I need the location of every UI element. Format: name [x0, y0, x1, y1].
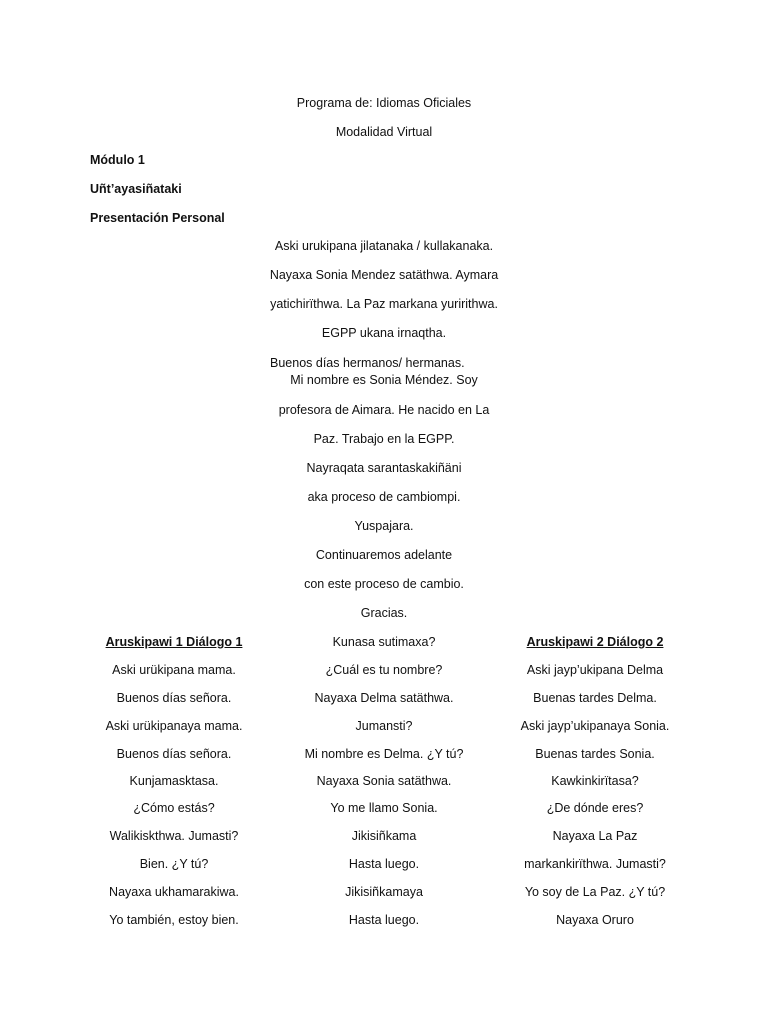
intro-line: Nayraqata sarantaskakiñäni — [306, 461, 462, 475]
dialogue-1-line: Aski urükipanaya mama. — [105, 719, 243, 733]
dialogue-2-line: Aski jayp’ukipana Delma — [526, 663, 664, 677]
intro-line: Aski urukipana jilatanaka / kullakanaka. — [274, 239, 494, 253]
intro-line: EGPP ukana irnaqtha. — [321, 326, 447, 340]
dialogue-1-line: Walikiskthwa. Jumasti? — [109, 829, 239, 843]
dialogue-2-line: Nayaxa La Paz — [552, 829, 638, 843]
dialogue-1-line: Aski urükipana mama. — [112, 663, 236, 677]
aymara-section-title: Uñt’ayasiñataki — [90, 182, 182, 196]
dialogue-mid-line: Yo me llamo Sonia. — [330, 801, 438, 815]
dialogue-2-line: markankirïthwa. Jumasti? — [524, 857, 666, 871]
dialogue-mid-line: Jumansti? — [355, 719, 413, 733]
dialogue-1-title: Aruskipawi 1 Diálogo 1 — [105, 635, 243, 649]
dialogue-mid-line: Nayaxa Delma satäthwa. — [314, 691, 454, 705]
dialogue-1-line: Kunjamasktasa. — [129, 774, 219, 788]
dialogue-1-line: Buenos días señora. — [116, 691, 232, 705]
spanish-section-title: Presentación Personal — [90, 211, 225, 225]
dialogue-2-line: Yo soy de La Paz. ¿Y tú? — [524, 885, 666, 899]
dialogue-mid-line: Kunasa sutimaxa? — [332, 635, 436, 649]
intro-line: yatichirïthwa. La Paz markana yuririthwa. — [270, 297, 498, 311]
dialogue-1-line: Buenos días señora. — [116, 747, 232, 761]
intro-line: Continuaremos adelante — [315, 548, 453, 562]
dialogue-mid-line: Jikisiñkamaya — [345, 885, 423, 899]
dialogue-2-line: Nayaxa Oruro — [556, 913, 634, 927]
program-title: Programa de: Idiomas Oficiales — [296, 96, 472, 110]
dialogue-2-line: Kawkinkirïtasa? — [551, 774, 639, 788]
intro-line: Buenos días hermanos/ hermanas. — [270, 356, 465, 370]
dialogue-1-line: Nayaxa ukhamarakiwa. — [109, 885, 239, 899]
intro-line: aka proceso de cambiompi. — [307, 490, 461, 504]
dialogue-mid-line: Nayaxa Sonia satäthwa. — [316, 774, 452, 788]
intro-line: Nayaxa Sonia Mendez satäthwa. Aymara — [269, 268, 499, 282]
intro-line: Paz. Trabajo en la EGPP. — [313, 432, 455, 446]
dialogue-2-title: Aruskipawi 2 Diálogo 2 — [526, 635, 664, 649]
dialogue-mid-line: Hasta luego. — [348, 857, 420, 871]
dialogue-mid-line: Mi nombre es Delma. ¿Y tú? — [304, 747, 464, 761]
intro-line: Yuspajara. — [354, 519, 414, 533]
intro-line: Mi nombre es Sonia Méndez. Soy — [290, 373, 478, 387]
dialogue-2-line: Buenas tardes Delma. — [533, 691, 657, 705]
intro-line: profesora de Aimara. He nacido en La — [278, 403, 490, 417]
dialogue-2-line: Aski jayp’ukipanaya Sonia. — [520, 719, 670, 733]
dialogue-2-line: Buenas tardes Sonia. — [535, 747, 655, 761]
modality-title: Modalidad Virtual — [335, 125, 433, 139]
module-label: Módulo 1 — [90, 153, 145, 167]
dialogue-mid-line: Jikisiñkama — [351, 829, 417, 843]
dialogue-1-line: ¿Cómo estás? — [133, 801, 215, 815]
intro-line: Gracias. — [360, 606, 408, 620]
dialogue-1-line: Bien. ¿Y tú? — [139, 857, 209, 871]
dialogue-mid-line: Hasta luego. — [348, 913, 420, 927]
intro-line: con este proceso de cambio. — [304, 577, 464, 591]
dialogue-mid-line: ¿Cuál es tu nombre? — [325, 663, 443, 677]
dialogue-1-line: Yo también, estoy bien. — [109, 913, 239, 927]
dialogue-2-line: ¿De dónde eres? — [546, 801, 644, 815]
